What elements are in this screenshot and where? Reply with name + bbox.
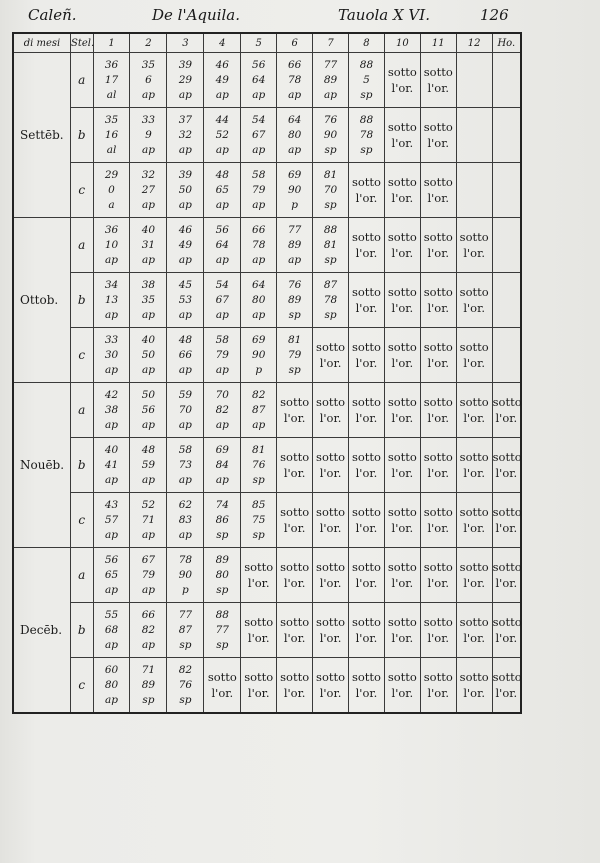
star-label: b <box>70 603 93 658</box>
below-horizon-cell: sotto l'or. <box>420 108 456 163</box>
altitude-table <box>12 32 522 714</box>
below-horizon-cell: sotto l'or. <box>241 548 277 603</box>
value-cell: 46 49 ap <box>204 53 241 108</box>
value-cell: 66 82 ap <box>130 603 167 658</box>
empty-cell <box>456 108 492 163</box>
value-cell: 37 32 ap <box>167 108 204 163</box>
below-horizon-cell: sotto l'or. <box>420 328 456 383</box>
below-horizon-cell: sotto l'or. <box>277 658 313 713</box>
column-header: 3 <box>167 33 204 53</box>
star-label: a <box>70 548 93 603</box>
value-cell: 43 57 ap <box>93 493 130 548</box>
below-horizon-cell: sotto l'or. <box>384 548 420 603</box>
value-cell: 62 83 ap <box>167 493 204 548</box>
below-horizon-cell: sotto l'or. <box>384 328 420 383</box>
value-cell: 82 87 ap <box>241 383 277 438</box>
column-header: Stel. <box>70 33 93 53</box>
value-cell: 58 79 ap <box>241 163 277 218</box>
star-label: c <box>70 658 93 713</box>
below-horizon-cell: sotto l'or. <box>456 273 492 328</box>
value-cell: 81 76 sp <box>241 438 277 493</box>
value-cell: 67 79 ap <box>130 548 167 603</box>
value-cell: 48 65 ap <box>204 163 241 218</box>
value-cell: 77 89 ap <box>313 53 349 108</box>
table-row <box>13 438 521 493</box>
value-cell: 40 31 ap <box>130 218 167 273</box>
below-horizon-cell: sotto l'or. <box>277 548 313 603</box>
value-cell: 35 16 al <box>93 108 130 163</box>
below-horizon-cell: sotto l'or. <box>349 438 385 493</box>
below-horizon-cell: sotto l'or. <box>420 548 456 603</box>
value-cell: 85 75 sp <box>241 493 277 548</box>
value-cell: 39 50 ap <box>167 163 204 218</box>
value-cell: 36 17 al <box>93 53 130 108</box>
value-cell: 69 84 ap <box>204 438 241 493</box>
value-cell: 48 66 ap <box>167 328 204 383</box>
value-cell: 77 87 sp <box>167 603 204 658</box>
value-cell: 46 49 ap <box>167 218 204 273</box>
month-label: Decēb. <box>13 548 70 713</box>
table-row <box>13 603 521 658</box>
below-horizon-cell: sotto l'or. <box>492 493 521 548</box>
value-cell: 81 79 sp <box>277 328 313 383</box>
star-label: b <box>70 273 93 328</box>
value-cell: 70 82 ap <box>204 383 241 438</box>
header-title: De l'Aquila. <box>152 6 240 24</box>
value-cell: 60 80 ap <box>93 658 130 713</box>
value-cell: 36 10 ap <box>93 218 130 273</box>
below-horizon-cell: sotto l'or. <box>420 383 456 438</box>
value-cell: 64 80 ap <box>277 108 313 163</box>
below-horizon-cell: sotto l'or. <box>349 328 385 383</box>
table-body <box>13 53 521 714</box>
value-cell: 88 81 sp <box>313 218 349 273</box>
below-horizon-cell: sotto l'or. <box>420 493 456 548</box>
value-cell: 40 50 ap <box>130 328 167 383</box>
value-cell: 69 90 p <box>241 328 277 383</box>
below-horizon-cell: sotto l'or. <box>492 603 521 658</box>
below-horizon-cell: sotto l'or. <box>349 658 385 713</box>
below-horizon-cell: sotto l'or. <box>277 603 313 658</box>
column-header: 4 <box>204 33 241 53</box>
value-cell: 78 90 p <box>167 548 204 603</box>
star-label: b <box>70 438 93 493</box>
value-cell: 87 78 sp <box>313 273 349 328</box>
value-cell: 74 86 sp <box>204 493 241 548</box>
below-horizon-cell: sotto l'or. <box>384 383 420 438</box>
below-horizon-cell: sotto l'or. <box>313 328 349 383</box>
value-cell: 56 64 ap <box>204 218 241 273</box>
below-horizon-cell: sotto l'or. <box>384 658 420 713</box>
below-horizon-cell: sotto l'or. <box>313 493 349 548</box>
below-horizon-cell: sotto l'or. <box>420 438 456 493</box>
value-cell: 52 71 ap <box>130 493 167 548</box>
below-horizon-cell: sotto l'or. <box>420 603 456 658</box>
below-horizon-cell: sotto l'or. <box>349 493 385 548</box>
value-cell: 89 80 sp <box>204 548 241 603</box>
below-horizon-cell: sotto l'or. <box>456 603 492 658</box>
column-header: 5 <box>241 33 277 53</box>
star-label: a <box>70 383 93 438</box>
value-cell: 54 67 ap <box>241 108 277 163</box>
value-cell: 38 35 ap <box>130 273 167 328</box>
table-row <box>13 493 521 548</box>
empty-cell <box>492 53 521 108</box>
below-horizon-cell: sotto l'or. <box>420 53 456 108</box>
below-horizon-cell: sotto l'or. <box>456 658 492 713</box>
column-header: 8 <box>349 33 385 53</box>
below-horizon-cell: sotto l'or. <box>313 383 349 438</box>
table-row <box>13 163 521 218</box>
page-header <box>0 6 600 28</box>
below-horizon-cell: sotto l'or. <box>420 658 456 713</box>
below-horizon-cell: sotto l'or. <box>384 163 420 218</box>
value-cell: 88 5 sp <box>349 53 385 108</box>
empty-cell <box>492 328 521 383</box>
table-row <box>13 658 521 713</box>
table-row <box>13 273 521 328</box>
month-label: Settēb. <box>13 53 70 218</box>
value-cell: 56 64 ap <box>241 53 277 108</box>
below-horizon-cell: sotto l'or. <box>277 493 313 548</box>
value-cell: 45 53 ap <box>167 273 204 328</box>
below-horizon-cell: sotto l'or. <box>204 658 241 713</box>
below-horizon-cell: sotto l'or. <box>492 438 521 493</box>
column-header: 7 <box>313 33 349 53</box>
empty-cell <box>456 163 492 218</box>
below-horizon-cell: sotto l'or. <box>456 493 492 548</box>
below-horizon-cell: sotto l'or. <box>456 438 492 493</box>
header-table-number: Tauola X VI. <box>338 6 430 24</box>
below-horizon-cell: sotto l'or. <box>277 383 313 438</box>
table-row <box>13 328 521 383</box>
table-row <box>13 218 521 273</box>
value-cell: 35 6 ap <box>130 53 167 108</box>
star-label: a <box>70 53 93 108</box>
value-cell: 76 90 sp <box>313 108 349 163</box>
below-horizon-cell: sotto l'or. <box>349 273 385 328</box>
value-cell: 76 89 sp <box>277 273 313 328</box>
below-horizon-cell: sotto l'or. <box>492 658 521 713</box>
value-cell: 66 78 ap <box>241 218 277 273</box>
month-label: Ottob. <box>13 218 70 383</box>
below-horizon-cell: sotto l'or. <box>384 218 420 273</box>
star-label: c <box>70 163 93 218</box>
value-cell: 58 73 ap <box>167 438 204 493</box>
below-horizon-cell: sotto l'or. <box>313 438 349 493</box>
value-cell: 48 59 ap <box>130 438 167 493</box>
star-label: c <box>70 328 93 383</box>
below-horizon-cell: sotto l'or. <box>313 548 349 603</box>
below-horizon-cell: sotto l'or. <box>313 658 349 713</box>
empty-cell <box>456 53 492 108</box>
below-horizon-cell: sotto l'or. <box>456 328 492 383</box>
value-cell: 42 38 ap <box>93 383 130 438</box>
month-label: Nouēb. <box>13 383 70 548</box>
star-label: b <box>70 108 93 163</box>
below-horizon-cell: sotto l'or. <box>349 218 385 273</box>
value-cell: 33 30 ap <box>93 328 130 383</box>
below-horizon-cell: sotto l'or. <box>384 493 420 548</box>
value-cell: 59 70 ap <box>167 383 204 438</box>
column-header: 12 <box>456 33 492 53</box>
below-horizon-cell: sotto l'or. <box>349 163 385 218</box>
table-row <box>13 53 521 108</box>
below-horizon-cell: sotto l'or. <box>349 603 385 658</box>
header-left: Caleñ. <box>28 6 77 24</box>
column-header: 2 <box>130 33 167 53</box>
below-horizon-cell: sotto l'or. <box>492 548 521 603</box>
star-label: c <box>70 493 93 548</box>
value-cell: 58 79 ap <box>204 328 241 383</box>
value-cell: 29 0 a <box>93 163 130 218</box>
below-horizon-cell: sotto l'or. <box>349 548 385 603</box>
value-cell: 88 77 sp <box>204 603 241 658</box>
below-horizon-cell: sotto l'or. <box>349 383 385 438</box>
value-cell: 34 13 ap <box>93 273 130 328</box>
below-horizon-cell: sotto l'or. <box>241 603 277 658</box>
value-cell: 44 52 ap <box>204 108 241 163</box>
value-cell: 81 70 sp <box>313 163 349 218</box>
table-row <box>13 383 521 438</box>
value-cell: 69 90 p <box>277 163 313 218</box>
table-row <box>13 548 521 603</box>
value-cell: 64 80 ap <box>241 273 277 328</box>
empty-cell <box>492 163 521 218</box>
star-label: a <box>70 218 93 273</box>
below-horizon-cell: sotto l'or. <box>313 603 349 658</box>
column-header: 1 <box>93 33 130 53</box>
value-cell: 66 78 ap <box>277 53 313 108</box>
value-cell: 71 89 sp <box>130 658 167 713</box>
column-header: 6 <box>277 33 313 53</box>
below-horizon-cell: sotto l'or. <box>420 218 456 273</box>
below-horizon-cell: sotto l'or. <box>420 273 456 328</box>
table-row <box>13 108 521 163</box>
below-horizon-cell: sotto l'or. <box>456 218 492 273</box>
value-cell: 77 89 ap <box>277 218 313 273</box>
below-horizon-cell: sotto l'or. <box>384 108 420 163</box>
below-horizon-cell: sotto l'or. <box>420 163 456 218</box>
below-horizon-cell: sotto l'or. <box>277 438 313 493</box>
below-horizon-cell: sotto l'or. <box>384 603 420 658</box>
column-header: di mesi <box>13 33 70 53</box>
below-horizon-cell: sotto l'or. <box>492 383 521 438</box>
column-header-row <box>13 33 521 53</box>
below-horizon-cell: sotto l'or. <box>456 548 492 603</box>
page-number: 126 <box>480 6 509 24</box>
below-horizon-cell: sotto l'or. <box>384 273 420 328</box>
empty-cell <box>492 273 521 328</box>
empty-cell <box>492 108 521 163</box>
column-header: 10 <box>384 33 420 53</box>
value-cell: 39 29 ap <box>167 53 204 108</box>
value-cell: 40 41 ap <box>93 438 130 493</box>
value-cell: 56 65 ap <box>93 548 130 603</box>
column-header: Ho. <box>492 33 521 53</box>
value-cell: 33 9 ap <box>130 108 167 163</box>
empty-cell <box>492 218 521 273</box>
column-header: 11 <box>420 33 456 53</box>
value-cell: 55 68 ap <box>93 603 130 658</box>
value-cell: 50 56 ap <box>130 383 167 438</box>
below-horizon-cell: sotto l'or. <box>241 658 277 713</box>
value-cell: 32 27 ap <box>130 163 167 218</box>
value-cell: 88 78 sp <box>349 108 385 163</box>
below-horizon-cell: sotto l'or. <box>456 383 492 438</box>
below-horizon-cell: sotto l'or. <box>384 438 420 493</box>
below-horizon-cell: sotto l'or. <box>384 53 420 108</box>
value-cell: 54 67 ap <box>204 273 241 328</box>
value-cell: 82 76 sp <box>167 658 204 713</box>
